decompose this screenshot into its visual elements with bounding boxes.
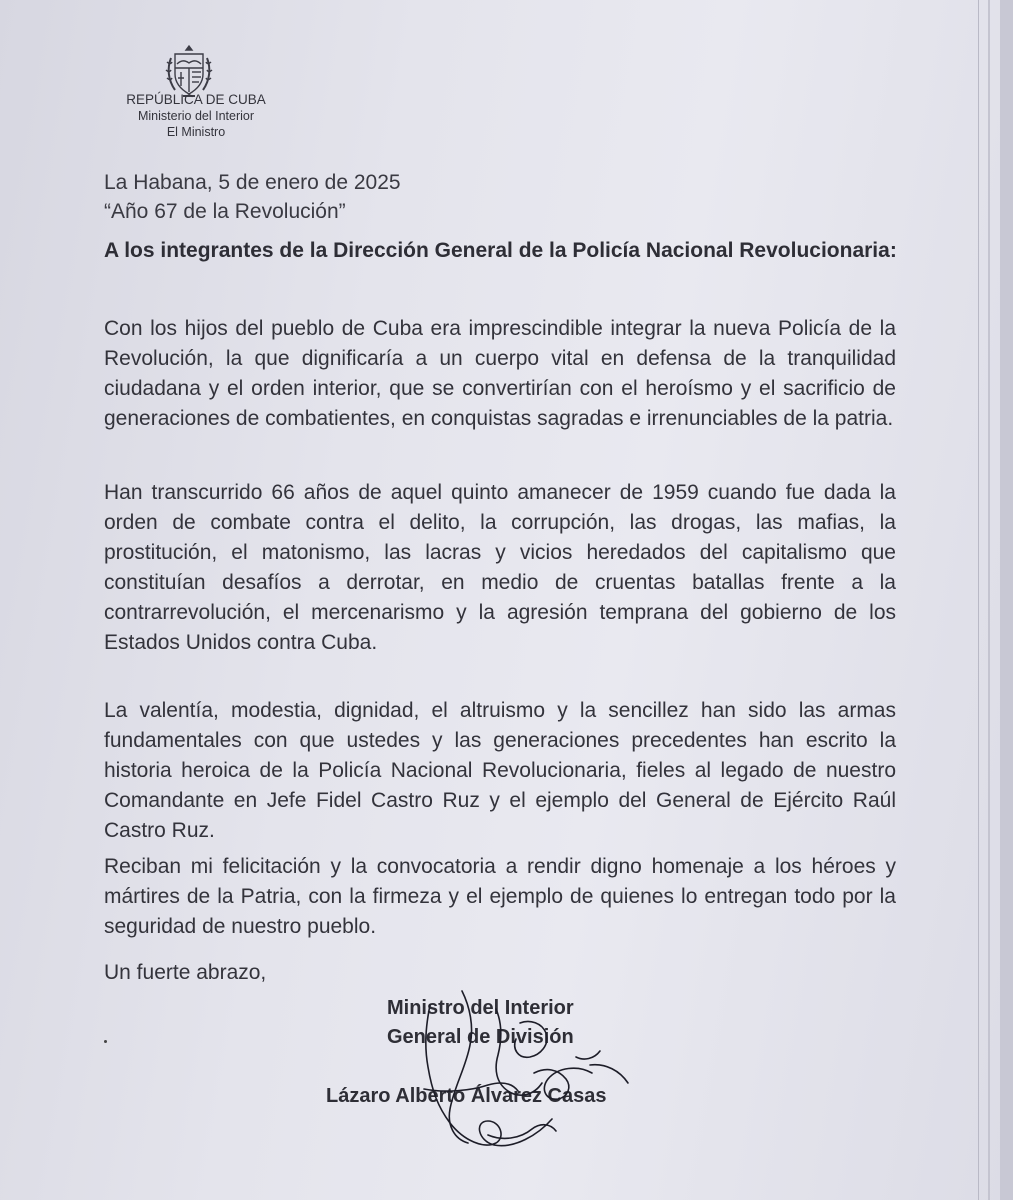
- place-date: La Habana, 5 de enero de 2025: [104, 171, 401, 194]
- letterhead: [112, 92, 280, 140]
- handwritten-signature-icon: [400, 985, 670, 1170]
- paper-fold: [978, 0, 979, 1200]
- letterhead-ministry: Ministerio del Interior: [137, 109, 254, 123]
- year-motto: “Año 67 de la Revolución”: [104, 200, 346, 223]
- letterhead-office: El Ministro: [166, 125, 226, 139]
- signer-name: Lázaro Alberto Álvarez Casas: [326, 1085, 607, 1107]
- closing: Un fuerte abrazo,: [104, 961, 267, 984]
- ink-speck: [104, 1040, 107, 1043]
- signer-title-line-1: Ministro del Interior: [387, 997, 574, 1019]
- letterhead-country: REPÚBLICA DE CUBA: [126, 92, 266, 107]
- paragraph: Con los hijos del pueblo de Cuba era imprescindible integrar la nueva Policía de la Revolución, la que dignificaría a un cuerpo vital en defensa de la tranquilidad ciudadana y el orden interior, que se convertirían con el heroísmo y el sacrificio de generaciones de combatientes, en conquistas sagradas e irrenunciables de la patria.: [104, 317, 896, 430]
- paper-fold: [988, 0, 990, 1200]
- salutation: A los integrantes de la Dirección General de la Policía Nacional Revolucionaria:: [104, 239, 897, 262]
- date-block: [104, 168, 401, 226]
- paragraph: Han transcurrido 66 años de aquel quinto amanecer de 1959 cuando fue dada la orden de combate contra el delito, la corrupción, las drogas, las mafias, la prostitución, el matonismo, las lacras y vicios heredados del capitalismo que constituían desafíos a derrotar, en medio de cruentas batallas frente a la contrarrevolución, el mercenarismo y la agresión temprana del gobierno de los Estados Unidos contra Cuba.: [104, 481, 896, 654]
- paper-edge: [1000, 0, 1013, 1200]
- paragraph: La valentía, modestia, dignidad, el altruismo y la sencillez han sido las armas fundamentales con que ustedes y las generaciones precedentes han escrito la historia heroica de la Policía Nacional Revolucionaria, fieles al legado de nuestro Comandante en Jefe Fidel Castro Ruz y el ejemplo del General de Ejército Raúl Castro Ruz.: [104, 699, 896, 842]
- signer-title-line-2: General de División: [387, 1026, 574, 1048]
- paragraph: Reciban mi felicitación y la convocatoria a rendir digno homenaje a los héroes y mártires de la Patria, con la firmeza y el ejemplo de quienes lo entregan todo por la seguridad de nuestro pueblo.: [104, 855, 896, 938]
